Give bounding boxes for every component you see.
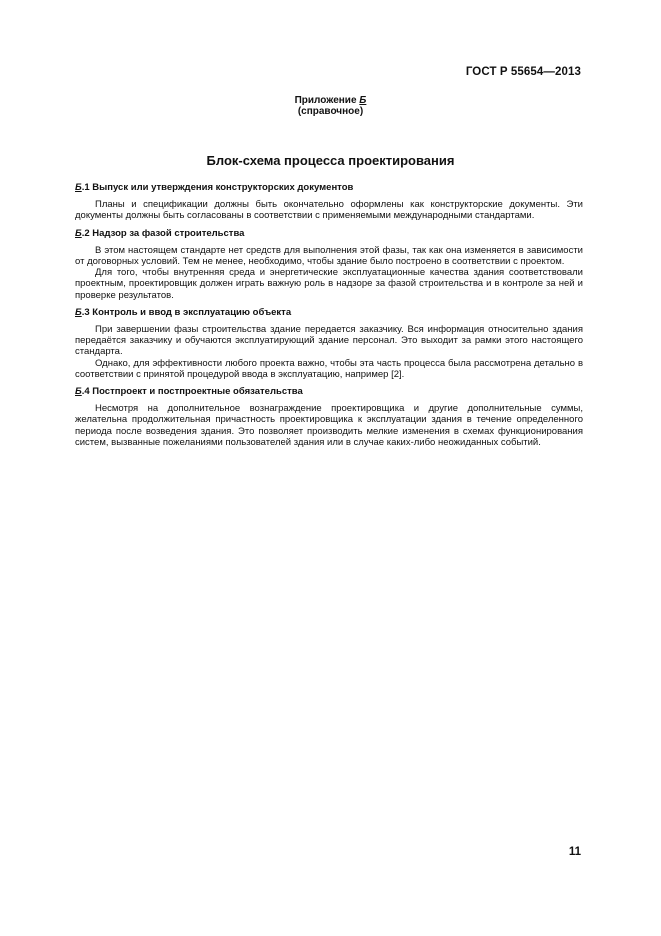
paragraph: Однако, для эффективности любого проекта важно, чтобы эта часть процесса была рассмотрена детально в соответствии с принятой процедурой ввода в эксплуатацию, например [2]. [75, 357, 583, 380]
section-b4 [75, 386, 583, 448]
paragraph: Для того, чтобы внутренняя среда и энергетические эксплуатационные качества здания соответствовали проектным, проектировщик должен играть важную роль в надзоре за фазой строительства и в контроле за ней и проверке результатов. [75, 267, 583, 301]
section-heading-text: .4 Постпроект и постпроектные обязательства [81, 386, 303, 398]
section-heading [75, 386, 583, 397]
section-letter: Б [75, 227, 82, 239]
section-letter: Б [75, 182, 82, 193]
page-number: 11 [568, 846, 581, 858]
section-heading-text: .2 Надзор за фазой строительства [81, 227, 245, 239]
annex-kind: (справочное) [297, 106, 364, 117]
paragraph: Несмотря на дополнительное вознаграждение проектировщика и другие дополнительные суммы, желательна продолжительная причастность проектировщика к эксплуатации здания в течение определенного периода после возведения здания. Это позволяет производить мелкие изменения в схемах функционирования систем, вызванные пожеланиями пользователей здания или в случае каких-либо неожиданных событий. [75, 403, 583, 448]
annex-letter: Б [359, 95, 367, 106]
annex-prefix: Приложение [294, 95, 360, 106]
page-title: Блок-схема процесса проектирования [206, 153, 455, 168]
section-heading-text: .3 Контроль и ввод в эксплуатацию объекта [81, 306, 292, 318]
section-heading [75, 307, 583, 318]
document-code: ГОСТ Р 55654—2013 [465, 66, 581, 78]
section-heading [75, 182, 583, 193]
section-heading [75, 228, 583, 239]
section-heading-text: .1 Выпуск или утверждения конструкторских документов [81, 182, 354, 193]
paragraph: При завершении фазы строительства здание передается заказчику. Вся информация относительно здания передаётся заказчику и обучаются эксплуатирующий здание персонал. Это выходит за рамки этого настоящего стандарта. [75, 324, 583, 358]
section-b1 [75, 182, 583, 222]
annex-label [0, 95, 661, 117]
paragraph: В этом настоящем стандарте нет средств для выполнения этой фазы, так как она изменяется в зависимости от договорных условий. Тем не менее, необходимо, чтобы здание было построено в соответствии с проектом. [75, 244, 583, 268]
annex-title [0, 95, 661, 106]
section-b2 [75, 228, 583, 301]
section-letter: Б [75, 306, 82, 318]
paragraph: Планы и спецификации должны быть окончательно оформлены как конструкторские документы. Эти документы должны быть согласованы в соответствии с применяемыми международными стандартами. [75, 199, 583, 222]
section-b3 [75, 307, 583, 380]
section-letter: Б [75, 386, 82, 398]
document-body [75, 182, 583, 454]
